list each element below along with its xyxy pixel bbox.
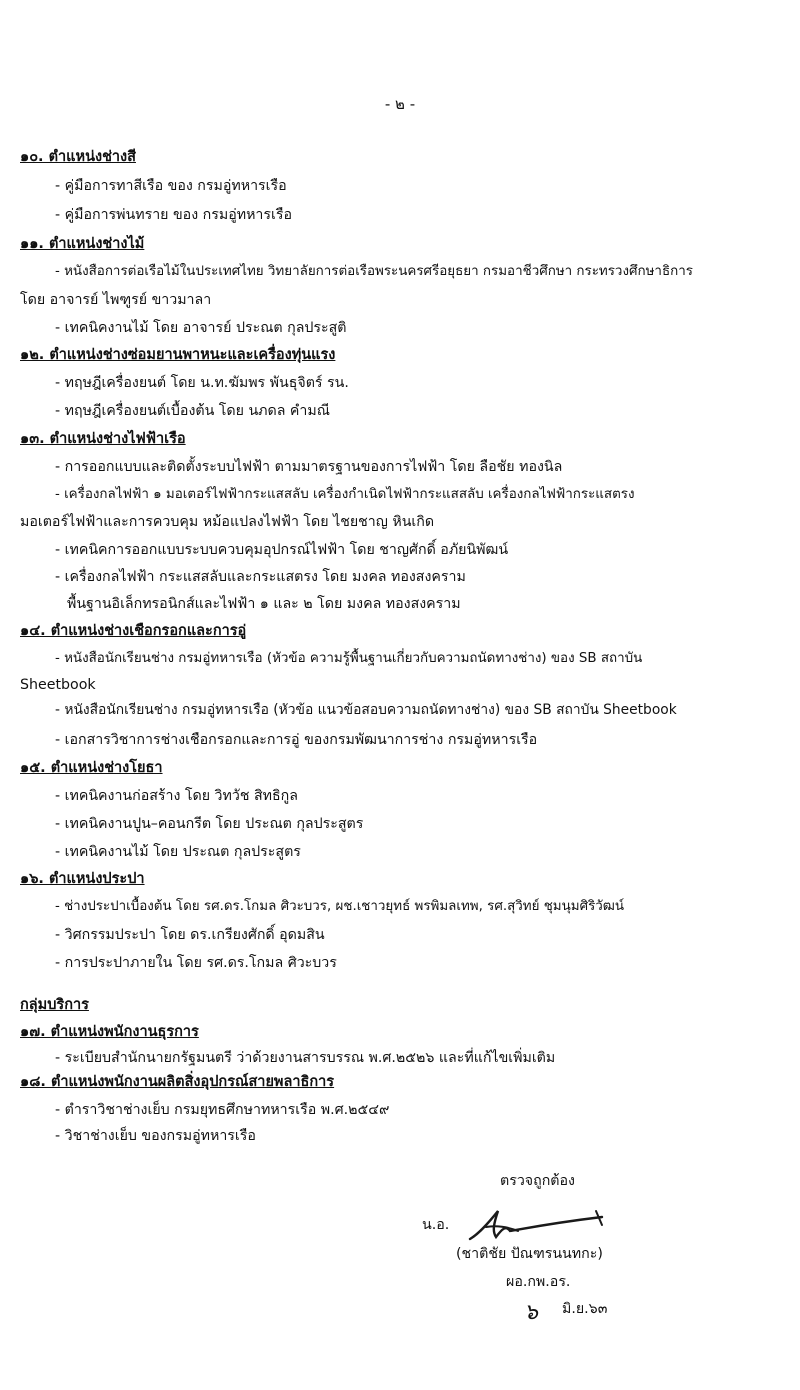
- section-15-item-2: - เทคนิคงานปูน–คอนกรีต โดย ประณต กุลประสูตร: [55, 816, 364, 832]
- section-16-item-1: - ช่างประปาเบื้องต้น โดย รศ.ดร.โกมล ศิวะบวร, ผช.เชาวยุทธ์ พรพิมลเทพ, รศ.สุวิทย์ ชุมนุมศิริวัฒน์: [55, 899, 625, 914]
- section-10-item-2: - คู่มือการพ่นทราย ของ กรมอู่ทหารเรือ: [55, 207, 293, 223]
- signature-stroke-main: [470, 1211, 602, 1239]
- section-16-item-3: - การประปาภายใน โดย รศ.ดร.โกมล ศิวะบวร: [55, 955, 337, 971]
- section-14-item-1: - หนังสือนักเรียนช่าง กรมอู่ทหารเรือ (หัวข้อ ความรู้พื้นฐานเกี่ยวกับความถนัดทางช่าง) ของ SB สถาบัน: [55, 651, 643, 666]
- group-heading: กลุ่มบริการ: [20, 997, 89, 1013]
- section-15-item-1: - เทคนิคงานก่อสร้าง โดย วิทวัช สิทธิกูล: [55, 788, 298, 804]
- section-11-title: ๑๑. ตำแหน่งช่างไม้: [20, 236, 145, 252]
- section-17-title: ๑๗. ตำแหน่งพนักงานธุรการ: [20, 1024, 199, 1040]
- section-13-item-1: - การออกแบบและติดตั้งระบบไฟฟ้า ตามมาตรฐานของการไฟฟ้า โดย ลือชัย ทองนิล: [55, 459, 563, 475]
- section-14-title: ๑๔. ตำแหน่งช่างเชือกรอกและการอู่: [20, 623, 247, 639]
- section-11-item-2: - เทคนิคงานไม้ โดย อาจารย์ ประณต กุลประสูติ: [55, 320, 347, 336]
- section-13-item-5: พื้นฐานอิเล็กทรอนิกส์และไฟฟ้า ๑ และ ๒ โดย มงคล ทองสงคราม: [67, 596, 461, 612]
- section-14-item-2: - หนังสือนักเรียนช่าง กรมอู่ทหารเรือ (หัวข้อ แนวข้อสอบความถนัดทางช่าง) ของ SB สถาบัน Sheetbook: [55, 702, 677, 718]
- section-12-item-2: - ทฤษฎีเครื่องยนต์เบื้องต้น โดย นภดล คำมณี: [55, 403, 330, 419]
- section-17-item-1: - ระเบียบสำนักนายกรัฐมนตรี ว่าด้วยงานสารบรรณ พ.ศ.๒๕๒๖ และที่แก้ไขเพิ่มเติม: [55, 1050, 556, 1066]
- section-14-item-3: - เอกสารวิชาการช่างเชือกรอกและการอู่ ของกรมพัฒนาการช่าง กรมอู่ทหารเรือ: [55, 732, 538, 748]
- section-18-item-2: - วิชาช่างเย็บ ของกรมอู่ทหารเรือ: [55, 1128, 256, 1144]
- rank-label: น.อ.: [422, 1217, 450, 1233]
- section-14-item-1-cont: Sheetbook: [20, 677, 96, 693]
- section-10-item-1: - คู่มือการทาสีเรือ ของ กรมอู่ทหารเรือ: [55, 178, 287, 194]
- section-18-item-1: - ตำราวิชาช่างเย็บ กรมยุทธศึกษาทหารเรือ พ.ศ.๒๕๔๙: [55, 1102, 390, 1118]
- signer-position: ผอ.กพ.อร.: [506, 1274, 571, 1290]
- signed-month: มิ.ย.๖๓: [562, 1301, 608, 1317]
- signer-name: (ชาติชัย ปัณฑรนนทกะ): [456, 1246, 603, 1262]
- section-13-item-3: - เทคนิคการออกแบบระบบควบคุมอุปกรณ์ไฟฟ้า โดย ชาญศักดิ์ อภัยนิพัฒน์: [55, 542, 509, 558]
- section-12-title: ๑๒. ตำแหน่งช่างซ่อมยานพาหนะและเครื่องทุ่นแรง: [20, 347, 336, 363]
- section-10-title: ๑๐. ตำแหน่งช่างสี: [20, 149, 136, 165]
- page-number: - ๒ -: [384, 95, 416, 113]
- section-13-item-4: - เครื่องกลไฟฟ้า กระแสสลับและกระแสตรง โดย มงคล ทองสงคราม: [55, 569, 466, 585]
- section-15-item-3: - เทคนิคงานไม้ โดย ประณต กุลประสูตร: [55, 844, 301, 860]
- section-16-title: ๑๖. ตำแหน่งประปา: [20, 871, 145, 887]
- signed-day: ๖: [524, 1300, 538, 1325]
- section-15-title: ๑๕. ตำแหน่งช่างโยธา: [20, 760, 163, 776]
- certified-label: ตรวจถูกต้อง: [500, 1173, 575, 1189]
- section-11-item-1-cont: โดย อาจารย์ ไพฑูรย์ ขาวมาลา: [20, 292, 212, 308]
- section-13-item-2-cont: มอเตอร์ไฟฟ้าและการควบคุม หม้อแปลงไฟฟ้า โดย ไชยชาญ หินเกิด: [20, 514, 435, 530]
- handwritten-signature: [462, 1205, 622, 1245]
- section-11-item-1: - หนังสือการต่อเรือไม้ในประเทศไทย วิทยาลัยการต่อเรือพระนครศรีอยุธยา กรมอาชีวศึกษา กระทรวงศึกษาธิการ: [55, 264, 693, 279]
- section-16-item-2: - วิศกรรมประปา โดย ดร.เกรียงศักดิ์ อุดมสิน: [55, 927, 325, 943]
- section-12-item-1: - ทฤษฎีเครื่องยนต์ โดย น.ท.ฆัมพร พันธุจิตร์ รน.: [55, 375, 349, 391]
- section-13-item-2: - เครื่องกลไฟฟ้า ๑ มอเตอร์ไฟฟ้ากระแสสลับ เครื่องกำเนิดไฟฟ้ากระแสสลับ เครื่องกลไฟฟ้ากระแสตรง: [55, 487, 635, 502]
- section-13-title: ๑๓. ตำแหน่งช่างไฟฟ้าเรือ: [20, 431, 186, 447]
- section-18-title: ๑๘. ตำแหน่งพนักงานผลิตสิ่งอุปกรณ์สายพลาธิการ: [20, 1074, 335, 1090]
